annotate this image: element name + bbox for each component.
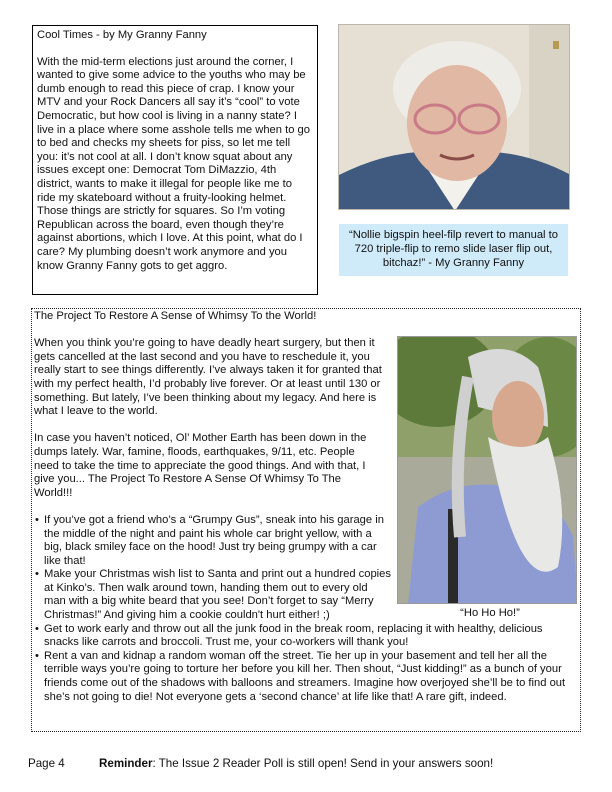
article-cool-times bbox=[32, 25, 318, 295]
article-title: Cool Times - by My Granny Fanny bbox=[37, 29, 207, 41]
list-item: • If you’ve got a friend who’s a “Grumpy Gus”, sneak into his garage in the middle of the night and paint his whole car bright yellow, with a big, black smiley face on the hood! Just try being grumpy with a car like that! bbox=[35, 513, 384, 567]
bearded-man-photo bbox=[397, 336, 577, 604]
list-item: • Make your Christmas wish list to Santa and print out a hundred copies at Kinko’s. Then walk around town, handing them out to every old man with a big white beard that you see! Don’t forget to say “Merry Christmas!” And giving him a cookie couldn't hurt either! ;) bbox=[35, 568, 391, 622]
reminder-label: Reminder bbox=[99, 757, 153, 770]
list-item: • Get to work early and throw out all the junk food in the break room, replacing it with healthy, delicious snacks like carrots and broccoli. Trust me, your co-workers will thank you! bbox=[35, 622, 543, 649]
granny-photo-caption: “Nollie bigspin heel-filp revert to manual to 720 triple-flip to remo slide laser flip out, bitchaz!” - My Granny Fanny bbox=[339, 224, 568, 276]
reminder-text: : The Issue 2 Reader Poll is still open! Send in your answers soon! bbox=[152, 757, 494, 770]
reader-poll-reminder bbox=[99, 757, 493, 771]
article-body: With the mid-term elections just around the corner, I wanted to give some advice to the youths who may be dumb enough to read this piece of crap. I know your MTV and your Rock Dancers all say it’s “cool” to vote Democratic, but how cool is living in a nanny state? I live in a place where some asshole tells me when to go to bed and checks my sheets for piss, so let me tell you: it’s not cool at all. I don’t know squat about any issues except one: Democrat Tom DiMazzio, 4th district, wants to make it illegal for people like me to ride my skateboard without a fruity-looking helmet. Those things are strictly for squares. So I’m voting Republican across the board, even though they’re against abortions, which I love. At this point, what do I care? My plumbing doesn’t work anymore and you know Granny Fanny gots to get aggro. bbox=[37, 55, 310, 272]
article-paragraph: In case you haven’t noticed, Ol’ Mother Earth has been down in the dumps lately. War, famine, floods, earthquakes, 9/11, etc. People need to take the time to appreciate the good things. And with that, I give you... The Project To Restore A Sense Of Whimsy To The World!!! bbox=[34, 432, 367, 499]
granny-photo bbox=[338, 24, 570, 210]
article-title: The Project To Restore A Sense of Whimsy To the World! bbox=[34, 310, 317, 322]
page-number: Page 4 bbox=[28, 757, 65, 770]
granny-portrait-image bbox=[339, 25, 570, 210]
bearded-man-image bbox=[398, 337, 577, 604]
list-item: • Rent a van and kidnap a random woman off the street. Tie her up in your basement and tell her all the terrible ways you’re going to torture her before you kill her. Then shout, “Just kidding!” as a bunch of your friends come out of the shadows with balloons and streamers. Imagine how overjoyed she’ll be to find out she’s not going to die! Not everyone gets a ‘second chance’ at life like that! A rare gift, indeed. bbox=[35, 649, 566, 703]
bearded-man-photo-caption: “Ho Ho Ho!” bbox=[460, 607, 520, 619]
article-paragraph: When you think you’re going to have deadly heart surgery, but then it gets cancelled at the last second and you have to reschedule it, you really start to see things differently. I’ve always taken it for granted that with my perfect health, I’d probably live forever. Or at least until 130 or something. But lately, I’ve been thinking about my legacy. And here is what I leave to the world. bbox=[34, 337, 382, 418]
